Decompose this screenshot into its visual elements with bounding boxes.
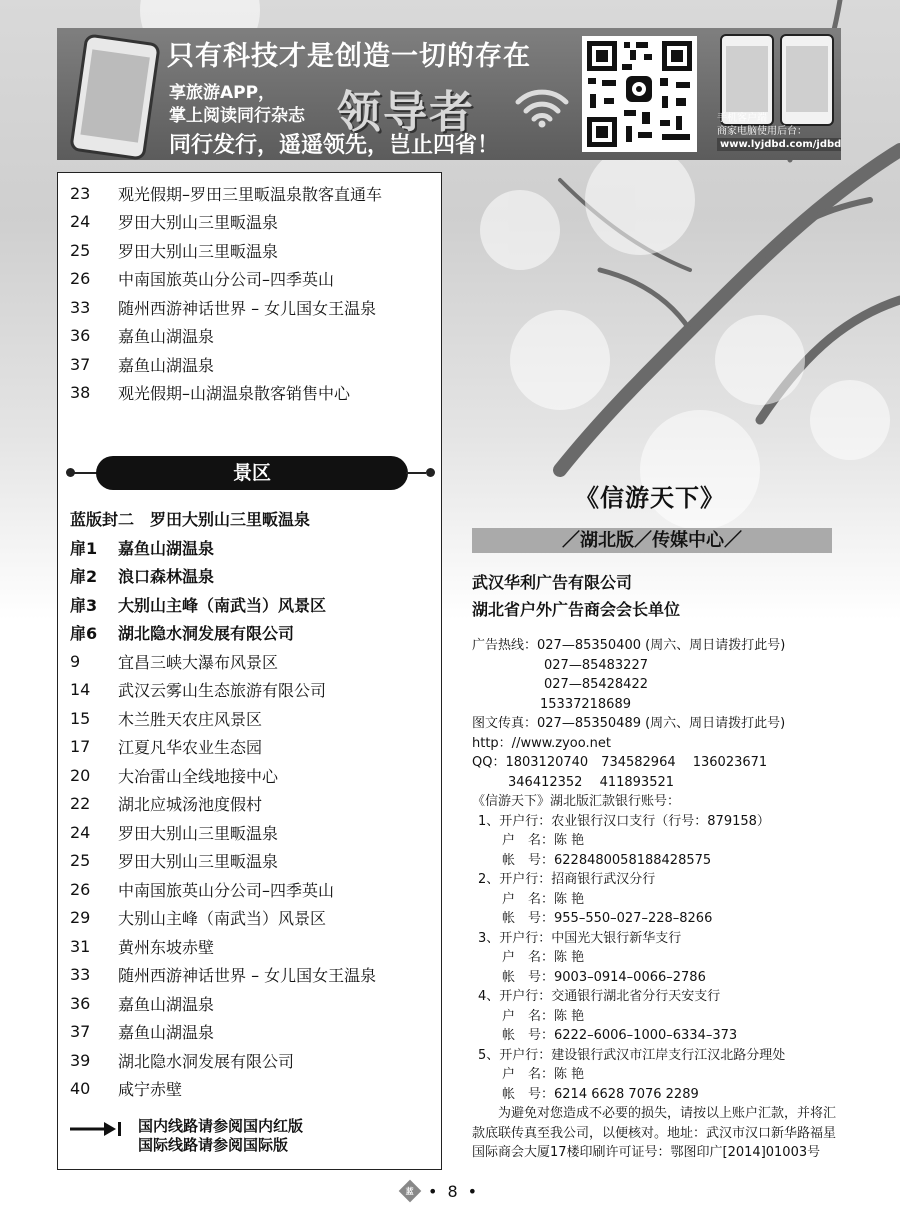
entry-title: 嘉鱼山湖温泉 [118,538,215,558]
phone-illustration [69,33,161,160]
bank-name: 4、开户行：交通银行湖北省分行天安支行 [478,989,721,1004]
company-name: 武汉华利广告有限公司 [472,573,633,592]
entry-title: 罗田大别山三里畈温泉 [118,241,279,261]
page-ref: 36 [70,326,91,346]
list-item [70,733,435,762]
entry-title: 中南国旅英山分公司–四季英山 [118,880,335,900]
list-item [70,179,435,208]
list-item [70,847,435,876]
page-number: 蓝 • 8 • [402,1180,477,1202]
entry-title: 湖北应城汤池度假村 [118,795,263,815]
list-item [70,1075,435,1104]
entry-title: 木兰胜天农庄风景区 [118,709,263,729]
list-item [70,590,435,619]
entry-title: 中南国旅英山分公司–四季英山 [118,270,335,290]
list-item [70,379,435,408]
list-item [70,790,435,819]
account-holder: 户 名：陈 艳 [502,833,585,848]
bank-accounts [472,812,842,1105]
index-box [57,172,442,1170]
divider-dot-right [426,468,435,477]
remittance-notice: 为避免对您造成不必要的损失，请按以上账户汇款，并将汇款底联传真至我公司，以便核对。地址：武汉市汉口新华路福星国际商会大厦17楼印刷许可证号：鄂图印广[2014]01003号 [472,1106,837,1160]
scenic-section-title: 景区 [96,456,408,490]
page-ref: 20 [70,765,91,785]
scenic-section-header [66,455,431,491]
page-ref: 9 [70,651,81,671]
list-item [70,875,435,904]
list-item [70,676,435,705]
app-promo-banner[interactable] [57,28,841,160]
arrow-right-icon [70,1119,126,1139]
page-ref: 37 [70,354,91,374]
entry-title: 大别山主峰（南武当）风景区 [118,909,327,929]
page-ref: 26 [70,269,91,289]
list-item [70,1018,435,1047]
account-number: 帐 号：6214 6628 7076 2289 [502,1086,699,1102]
route-notes [138,1117,303,1155]
entry-title: 观光假期–罗田三里畈温泉散客直通车 [118,184,383,204]
entry-title: 罗田大别山三里畈温泉 [118,823,279,843]
entry-title: 罗田大别山三里畈温泉 [118,852,279,872]
account-number: 帐 号：6222–6006–1000–6334–373 [502,1028,738,1043]
entry-title: 罗田大别山三里畈温泉 [118,213,279,233]
page-ref: 38 [70,383,91,403]
page-ref: 扉2 [70,567,98,587]
entry-title: 宜昌三峡大瀑布风景区 [118,652,279,672]
entry-title: 江夏凡华农业生态园 [118,738,263,758]
list-item [70,932,435,961]
list-item [70,647,435,676]
entry-title: 观光假期–山湖温泉散客销售中心 [118,384,351,404]
page-ref: 24 [70,212,91,232]
hotline-number[interactable]: 027—85350400 (周六、周日请拨打此号) [537,638,786,653]
list-item [70,961,435,990]
banner-url-link[interactable]: www.lyjdbd.com/jdbd [717,138,841,151]
entry-title: 嘉鱼山湖温泉 [118,994,215,1014]
list-item [70,265,435,294]
fax-line: 图文传真：027—85350489 (周六、周日请拨打此号) [472,716,786,731]
page-ref: 25 [70,851,91,871]
banner-app-label: 手机客户端 商家电脑使用后台： [717,113,807,137]
page-ref: 14 [70,680,91,700]
entry-title: 随州西游神话世界 – 女儿国女王温泉 [118,966,377,986]
list-item [70,236,435,265]
account-holder: 户 名：陈 艳 [502,1008,585,1024]
magazine-title: 《信游天下》 [575,484,725,512]
page-ref: 39 [70,1050,91,1070]
account-holder: 户 名：陈 艳 [502,891,585,907]
list-item [70,1046,435,1075]
page-ref: 扉1 [70,538,98,558]
entry-title: 随州西游神话世界 – 女儿国女王温泉 [118,298,377,318]
domestic-route-note: 国内线路请参阅国内红版 [138,1117,304,1135]
account-number: 帐 号：955–550–027–228–8266 [502,911,713,926]
list-item [70,208,435,237]
page-ref: 29 [70,908,91,928]
page-ref: 22 [70,794,91,814]
list-item [70,989,435,1018]
banner-subtitle-app: 享旅游APP， [169,83,276,103]
page-ref: 23 [70,183,91,203]
entry-title: 黄州东坡赤壁 [118,937,215,957]
page-ref: 扉3 [70,595,98,615]
scenic-index-list [70,533,435,1103]
qq-line: QQ：1803120740 734582964 136023671 [472,755,768,770]
entry-title: 武汉云雾山生态旅游有限公司 [118,681,327,701]
list-item [70,904,435,933]
contact-info [472,636,842,1163]
entry-title: 大冶雷山全线地接中心 [118,766,279,786]
page-ref: 24 [70,822,91,842]
company-role: 湖北省户外广告商会会长单位 [472,600,681,619]
hotspring-index-list [70,179,435,407]
page-ref: 40 [70,1079,91,1099]
page-ref: 15 [70,708,91,728]
page-ref: 26 [70,879,91,899]
list-item [70,322,435,351]
banner-title: 只有科技才是创造一切的存在 [167,41,531,72]
account-number: 帐 号：6228480058188428575 [502,852,712,868]
page-ref: 17 [70,737,91,757]
international-route-note: 国际线路请参阅国际版 [138,1136,289,1154]
entry-title: 嘉鱼山湖温泉 [118,327,215,347]
bank-name: 2、开户行：招商银行武汉分行 [478,872,656,887]
bank-name: 3、开户行：中国光大银行新华支行 [478,930,682,946]
list-item [70,293,435,322]
list-item [70,533,435,562]
account-holder: 户 名：陈 艳 [502,1067,585,1082]
list-item [70,818,435,847]
account-number: 帐 号：9003–0914–0066–2786 [502,969,706,985]
page-ref: 扉6 [70,624,98,644]
hotline-number[interactable]: 15337218689 [540,696,631,712]
banner-leader-text: 领导者 [337,87,475,138]
website-link[interactable]: http：//www.zyoo.net [472,735,611,751]
hotline-number[interactable]: 027—85428422 [544,677,648,692]
entry-title: 嘉鱼山湖温泉 [118,355,215,375]
list-item [70,562,435,591]
page-ref: 33 [70,297,91,317]
bank-heading: 《信游天下》湖北版汇款银行账号： [472,794,681,809]
qr-code[interactable] [582,36,697,152]
banner-slogan: 同行发行，遥遥领先，岂止四省！ [169,133,500,158]
entry-title: 咸宁赤壁 [118,1080,183,1100]
list-item [70,704,435,733]
list-item [70,619,435,648]
list-item [70,761,435,790]
entry-title: 大别山主峰（南武当）风景区 [118,595,327,615]
page-ref: 25 [70,240,91,260]
page-ref: 36 [70,993,91,1013]
edition-badge-icon: 蓝 [399,1180,422,1203]
hotline-number[interactable]: 027—85483227 [544,657,648,673]
page-ref: 37 [70,1022,91,1042]
entry-title: 浪口森林温泉 [118,567,215,587]
page-ref: 33 [70,965,91,985]
cover-entry: 蓝版封二 罗田大别山三里畈温泉 [70,510,311,529]
account-holder: 户 名：陈 艳 [502,950,585,965]
edition-bar: ／湖北版／传媒中心／ [472,528,832,553]
bank-name: 5、开户行：建设银行武汉市江岸支行江汉北路分理处 [478,1047,786,1063]
banner-subtitle-read: 掌上阅读同行杂志 [169,106,305,126]
wifi-icon [512,84,572,128]
entry-title: 嘉鱼山湖温泉 [118,1023,215,1043]
entry-title: 湖北隐水洞发展有限公司 [118,1051,295,1071]
qq-line: 346412352 411893521 [508,774,675,790]
hotline-label: 广告热线： [472,638,538,653]
entry-title: 湖北隐水洞发展有限公司 [118,624,295,644]
page-ref: 31 [70,936,91,956]
list-item [70,350,435,379]
bank-name: 1、开户行：农业银行汉口支行（行号：879158） [478,813,770,829]
app-screenshots [714,34,839,124]
